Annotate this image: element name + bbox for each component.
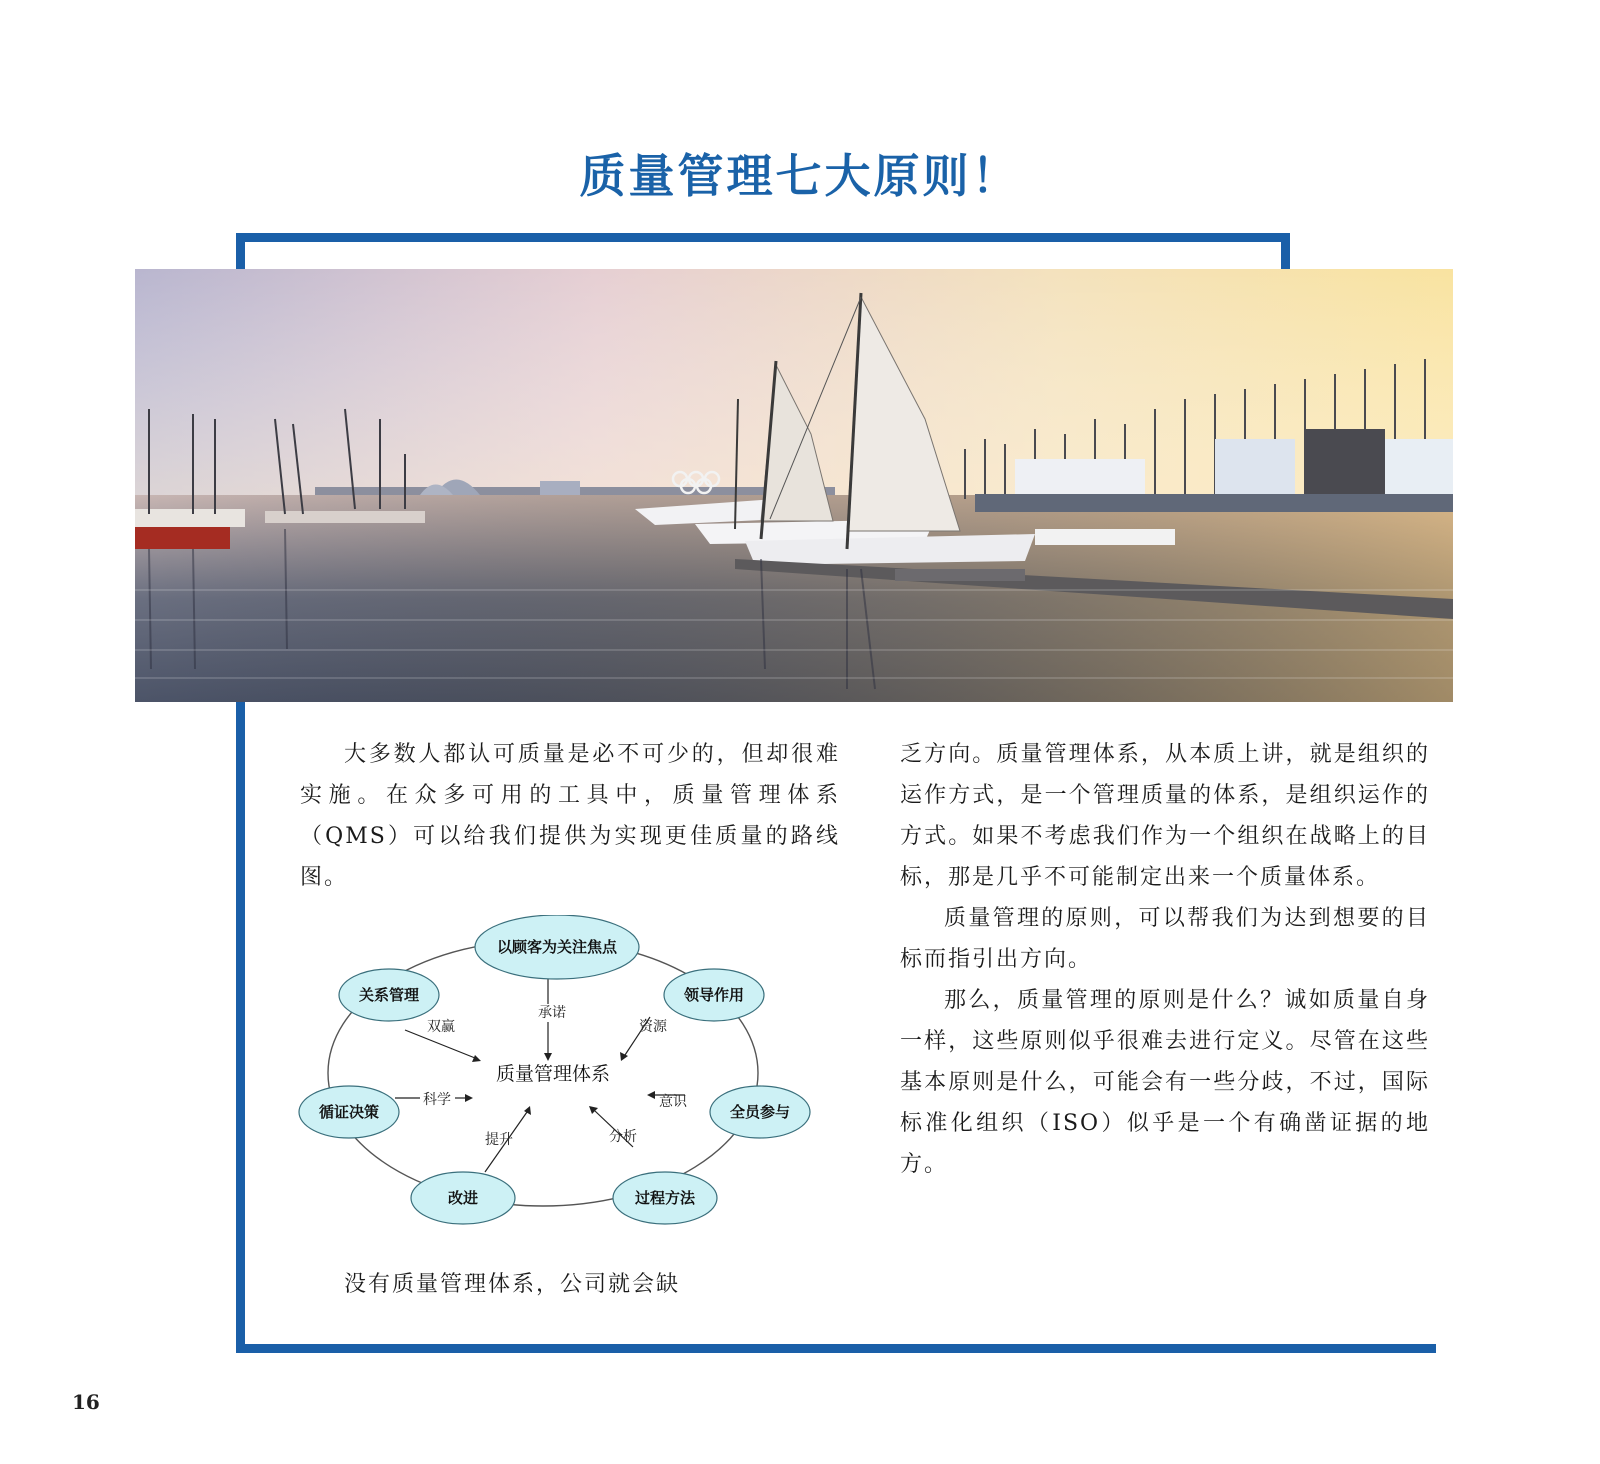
link-promotion: 提升 xyxy=(485,1132,513,1148)
right-column-text xyxy=(900,734,1430,1185)
page-number: 16 xyxy=(72,1390,100,1414)
right-paragraph-2: 质量管理的原则，可以帮我们为达到想要的目标而指引出方向。 xyxy=(900,906,1430,972)
label-process: 过程方法 xyxy=(634,1189,696,1207)
frame-bottom-border xyxy=(236,1344,1436,1353)
label-evidence: 循证决策 xyxy=(318,1103,380,1121)
link-commitment: 承诺 xyxy=(538,1005,566,1021)
center-label: 质量管理体系 xyxy=(495,1063,611,1085)
label-customer-focus: 以顾客为关注焦点 xyxy=(496,938,618,956)
left-paragraph-1: 大多数人都认可质量是必不可少的，但却很难实施。在众多可用的工具中，质量管理体系（QMS）可以给我们提供为实现更佳质量的路线图。 xyxy=(300,742,840,890)
link-awareness: 意识 xyxy=(659,1094,687,1110)
frame-topright-border xyxy=(1281,233,1290,269)
label-improvement: 改进 xyxy=(447,1189,479,1207)
label-engagement: 全员参与 xyxy=(729,1103,791,1121)
link-science: 科学 xyxy=(423,1092,451,1108)
left-column-text xyxy=(300,734,840,898)
link-win-win: 双赢 xyxy=(427,1019,455,1035)
page-title: 质量管理七大原则！ xyxy=(579,149,1021,203)
link-resources: 资源 xyxy=(639,1019,667,1035)
frame-top-border xyxy=(236,233,1290,242)
harbor-sailboats-photo xyxy=(135,269,1453,702)
right-paragraph-1: 乏方向。质量管理体系，从本质上讲，就是组织的运作方式，是一个管理质量的体系，是组织运作的方式。如果不考虑我们作为一个组织在战略上的目标，那是几乎不可能制定出来一个质量体系。 xyxy=(900,742,1430,890)
left-paragraph-2-start: 没有质量管理体系，公司就会缺 xyxy=(344,1272,681,1297)
label-relationship: 关系管理 xyxy=(358,986,420,1004)
label-leadership: 领导作用 xyxy=(683,986,745,1004)
link-analysis: 分析 xyxy=(609,1129,637,1145)
right-paragraph-3: 那么，质量管理的原则是什么？诚如质量自身一样，这些原则似乎很难去进行定义。尽管在这些基本原则是什么，可能会有一些分歧，不过，国际标准化组织（ISO）似乎是一个有确凿证据的地方。 xyxy=(900,988,1430,1177)
qms-principles-diagram xyxy=(295,915,835,1245)
